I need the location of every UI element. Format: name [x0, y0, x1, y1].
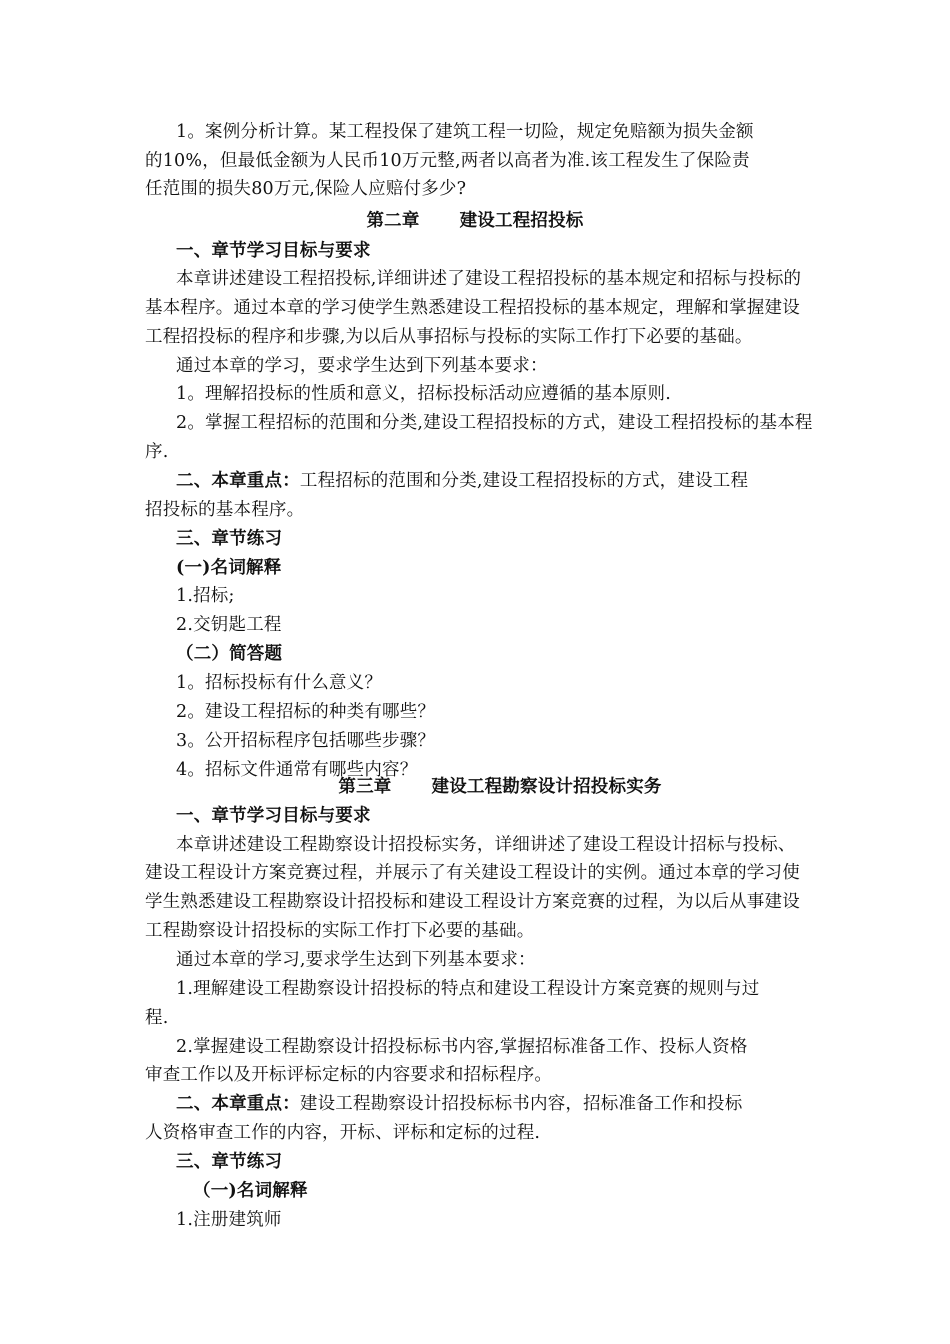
ch3-term-1: 1.注册建筑师 [176, 1210, 282, 1230]
ch3-intro-line-2: 建设工程设计方案竞赛过程，并展示了有关建设工程设计的实例。通过本章的学习使 [145, 863, 800, 883]
ch1-q1-line-2: 的10%，但最低金额为人民币10万元整,两者以高者为准.该工程发生了保险责 [145, 151, 750, 171]
ch3-requirement-2-line-1: 2.掌握建设工程勘察设计招投标标书内容,掌握招标准备工作、投标人资格 [176, 1037, 748, 1057]
ch3-intro-line-1: 本章讲述建设工程勘察设计招投标实务，详细讲述了建设工程设计招标与投标、 [176, 835, 796, 855]
ch3-requirement-1-line-2: 程. [145, 1008, 169, 1028]
ch2-title [0, 206, 950, 236]
ch2-key-points-text: 工程招标的范围和分类,建设工程招投标的方式，建设工程 [299, 471, 749, 491]
ch3-intro-line-4: 工程勘察设计招投标的实际工作打下必要的基础。 [145, 921, 535, 941]
ch2-term-1: 1.招标; [176, 586, 235, 606]
ch2-qa-heading: （二）简答题 [176, 644, 283, 664]
ch2-question-2: 2。建设工程招标的种类有哪些？ [176, 702, 436, 722]
ch2-question-1: 1。招标投标有什么意义？ [176, 673, 383, 693]
ch2-question-3: 3。公开招标程序包括哪些步骤？ [176, 731, 436, 751]
ch2-term-2: 2.交钥匙工程 [176, 615, 282, 635]
ch2-requirement-2-line-2: 序. [145, 442, 169, 462]
ch3-requirement-1-line-1: 1.理解建设工程勘察设计招投标的特点和建设工程设计方案竞赛的规则与过 [176, 979, 760, 999]
ch3-key-points-line-2: 人资格审查工作的内容，开标、评标和定标的过程. [145, 1123, 541, 1143]
ch3-section1-heading: 一、章节学习目标与要求 [176, 806, 371, 826]
ch1-q1-line-3: 任范围的损失80万元,保险人应赔付多少? [145, 179, 467, 199]
ch2-question-4: 4。招标文件通常有哪些内容？ [176, 760, 418, 780]
ch3-section2-heading: 二、本章重点： [176, 1094, 300, 1114]
ch2-intro-line-3: 工程招投标的程序和步骤,为以后从事招标与投标的实际工作打下必要的基础。 [145, 327, 753, 347]
ch3-intro-line-3: 学生熟悉建设工程勘察设计招投标和建设工程设计方案竞赛的过程，为以后从事建设 [145, 892, 800, 912]
ch2-intro-line-1: 本章讲述建设工程招投标,详细讲述了建设工程招投标的基本规定和招标与投标的 [176, 269, 802, 289]
ch3-key-points-text: 建设工程勘察设计招投标标书内容，招标准备工作和投标 [299, 1094, 743, 1114]
ch2-chapter-title: 建设工程招投标 [459, 211, 584, 231]
ch2-section1-heading: 一、章节学习目标与要求 [176, 241, 371, 261]
ch2-key-points [176, 466, 748, 496]
ch2-chapter-number: 第二章 [366, 211, 420, 231]
ch2-section2-heading: 二、本章重点： [176, 471, 300, 491]
ch3-key-points [176, 1089, 742, 1119]
ch3-title [25, 772, 950, 802]
ch3-terms-heading: （一)名词解释 [193, 1181, 308, 1201]
ch2-intro-line-2: 基本程序。通过本章的学习使学生熟悉建设工程招投标的基本规定，理解和掌握建设 [145, 298, 800, 318]
ch2-requirements-intro: 通过本章的学习，要求学生达到下列基本要求： [176, 356, 548, 376]
ch3-chapter-title: 建设工程勘察设计招投标实务 [431, 777, 662, 797]
ch1-q1-line-1: 1。案例分析计算。某工程投保了建筑工程一切险，规定免赔额为损失金额 [176, 122, 754, 142]
ch2-terms-heading: (一)名词解释 [176, 558, 282, 578]
ch3-chapter-number: 第三章 [338, 777, 392, 797]
ch2-requirement-1: 1。理解招投标的性质和意义，招标投标活动应遵循的基本原则. [176, 384, 671, 404]
ch2-section3-heading: 三、章节练习 [176, 529, 283, 549]
ch3-requirements-intro: 通过本章的学习,要求学生达到下列基本要求： [176, 950, 536, 970]
ch2-key-points-line-2: 招投标的基本程序。 [145, 500, 305, 520]
ch2-requirement-2-line-1: 2。掌握工程招标的范围和分类,建设工程招投标的方式，建设工程招投标的基本程 [176, 413, 813, 433]
ch3-section3-heading: 三、章节练习 [176, 1152, 283, 1172]
ch3-requirement-2-line-2: 审查工作以及开标评标定标的内容要求和招标程序。 [145, 1065, 553, 1085]
